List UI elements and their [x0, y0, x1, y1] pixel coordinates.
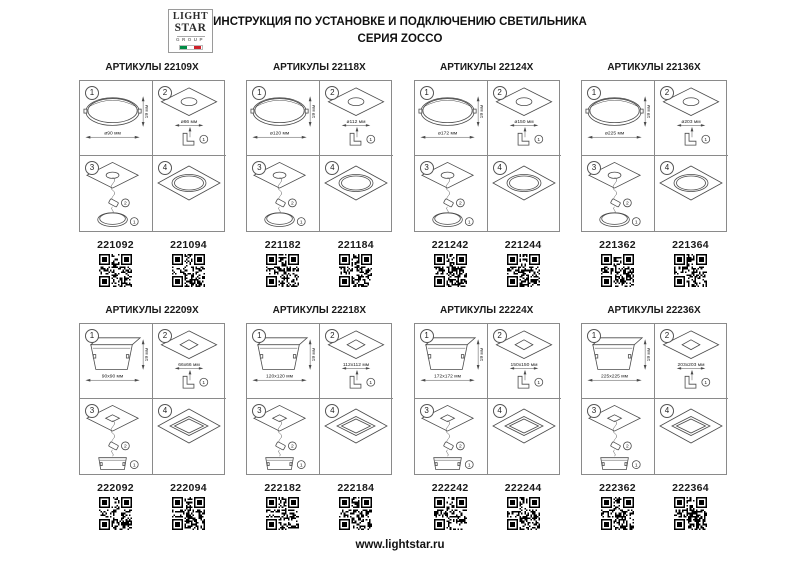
- qr-codes: [581, 254, 727, 287]
- step-cell-dimensions: [247, 324, 320, 399]
- product-code-right: 222094: [170, 482, 207, 494]
- connector-callout-number: 2: [625, 201, 629, 207]
- width-dimension-label: 225x225 мм: [601, 374, 629, 380]
- qr-code-right: [487, 254, 560, 287]
- height-dimension-label: 19 мм: [647, 347, 653, 362]
- qr-codes: [79, 254, 225, 287]
- step-cell-installed: [320, 399, 393, 474]
- qr-code-left: [414, 254, 487, 287]
- product-code-left: 221362: [599, 239, 636, 251]
- cable-connector-icon: [276, 442, 286, 451]
- product-code-right: 222364: [672, 482, 709, 494]
- product-code-right: 221244: [504, 239, 542, 251]
- installation-steps-grid: [246, 323, 392, 475]
- panel-title: АРТИКУЛЫ 22136X: [607, 62, 701, 73]
- width-dimension-label: ø90 мм: [104, 131, 121, 137]
- panel-title: АРТИКУЛЫ 22118X: [272, 62, 366, 73]
- width-dimension-label: 172x172 мм: [433, 374, 461, 380]
- step-number: 1: [420, 86, 434, 100]
- cutting-tool-icon: [183, 376, 194, 388]
- installed-round-fixture-icon: [339, 175, 373, 192]
- connector-callout-number: 2: [291, 444, 295, 450]
- square-fixture-icon: [258, 338, 307, 370]
- panel-title: АРТИКУЛЫ 22218X: [272, 305, 366, 316]
- series-subtitle: СЕРИЯ ZOCCO: [357, 33, 443, 45]
- qr-code-right: [487, 497, 560, 530]
- square-fixture-icon: [601, 458, 629, 470]
- step-number: 2: [493, 329, 507, 343]
- height-dimension-label: 19 мм: [647, 104, 653, 119]
- step-cell-installed: [488, 399, 561, 474]
- round-hole-icon: [683, 98, 699, 106]
- step-cell-installed: [655, 399, 728, 474]
- qr-code-left: [581, 254, 654, 287]
- step-number: 2: [158, 86, 172, 100]
- step-cell-installed: [320, 156, 393, 231]
- cable-connector-icon: [443, 442, 453, 451]
- installation-steps-grid: [79, 80, 225, 232]
- cutting-tool-icon: [183, 133, 194, 145]
- product-code-left: 221092: [97, 239, 134, 251]
- product-code-right: 221364: [672, 239, 709, 251]
- step-number: 1: [587, 329, 601, 343]
- round-fixture-icon: [98, 213, 128, 227]
- round-fixture-icon: [586, 98, 643, 126]
- qr-code-left: [246, 254, 319, 287]
- installation-steps-grid: [581, 80, 727, 232]
- width-dimension-label: 120x120 мм: [266, 374, 294, 380]
- tool-callout-number: 1: [202, 380, 206, 386]
- cutting-tool-icon: [685, 133, 696, 145]
- fixture-callout-number: 1: [300, 463, 303, 469]
- round-fixture-icon: [84, 98, 141, 126]
- qr-code-left: [246, 497, 319, 530]
- step-cell-dimensions: [415, 81, 488, 156]
- step-number: 1: [587, 86, 601, 100]
- step-cell-installed: [153, 156, 226, 231]
- fixture-callout-number: 1: [300, 220, 303, 226]
- fixture-callout-number: 1: [132, 463, 136, 469]
- product-codes: [581, 239, 727, 251]
- panel-title: АРТИКУЛЫ 22124X: [440, 62, 534, 73]
- step-number: 4: [660, 161, 674, 175]
- cable-connector-icon: [108, 442, 118, 451]
- square-fixture-icon: [91, 338, 140, 370]
- step-cell-dimensions: [415, 324, 488, 399]
- step-number: 4: [158, 404, 172, 418]
- cable-connector-icon: [108, 199, 118, 208]
- step-number: 4: [660, 404, 674, 418]
- step-number: 3: [420, 404, 434, 418]
- article-panel: [246, 62, 392, 287]
- cutout-dimension-label: ø66 мм: [180, 119, 198, 125]
- logo-text-star: STAR: [174, 21, 207, 34]
- step-cell-wiring: [582, 156, 655, 231]
- step-cell-wiring: [80, 156, 153, 231]
- step-number: 2: [325, 86, 339, 100]
- qr-codes: [79, 497, 225, 530]
- fixture-callout-number: 1: [467, 463, 471, 469]
- article-panel: [581, 305, 727, 530]
- cutout-dimension-label: ø150 мм: [513, 119, 534, 125]
- cutout-dimension-label: 66x66 мм: [178, 362, 200, 368]
- step-number: 3: [85, 404, 99, 418]
- connector-callout-number: 2: [291, 201, 295, 207]
- article-panel: [79, 305, 225, 530]
- product-code-left: 222242: [431, 482, 469, 494]
- qr-code-left: [79, 497, 152, 530]
- step-cell-dimensions: [80, 324, 153, 399]
- square-fixture-icon: [266, 458, 294, 470]
- qr-code-left: [414, 497, 487, 530]
- connector-callout-number: 2: [123, 201, 127, 207]
- round-hole-icon: [348, 98, 364, 106]
- cutout-dimension-label: 150x150 мм: [510, 362, 538, 368]
- step-cell-cut-hole: [153, 324, 226, 399]
- step-number: 3: [587, 161, 601, 175]
- article-panel: [581, 62, 727, 287]
- step-number: 4: [493, 404, 507, 418]
- qr-codes: [246, 497, 392, 530]
- step-cell-cut-hole: [153, 81, 226, 156]
- cutout-dimension-label: 203x203 мм: [677, 362, 705, 368]
- cable-connector-icon: [443, 199, 453, 208]
- panel-title: АРТИКУЛЫ 22209X: [105, 305, 199, 316]
- step-cell-installed: [153, 399, 226, 474]
- step-number: 3: [85, 161, 99, 175]
- step-number: 2: [660, 86, 674, 100]
- width-dimension-label: ø120 мм: [270, 131, 290, 137]
- qr-code-right: [152, 497, 225, 530]
- step-number: 3: [252, 404, 266, 418]
- article-panel: [79, 62, 225, 287]
- step-number: 4: [325, 404, 339, 418]
- step-number: 2: [493, 86, 507, 100]
- fixture-callout-number: 1: [132, 220, 136, 226]
- height-dimension-label: 19 мм: [312, 104, 318, 119]
- qr-code-right: [319, 497, 392, 530]
- square-fixture-icon: [593, 338, 642, 370]
- cutting-tool-icon: [350, 376, 361, 388]
- qr-codes: [414, 497, 560, 530]
- product-codes: [581, 482, 727, 494]
- product-code-right: 221184: [337, 239, 374, 251]
- height-dimension-label: 19 мм: [312, 347, 318, 362]
- cutout-dimension-label: 112x112 мм: [343, 362, 370, 368]
- product-codes: [246, 239, 392, 251]
- round-hole-icon: [516, 98, 532, 106]
- qr-codes: [581, 497, 727, 530]
- step-cell-wiring: [247, 156, 320, 231]
- qr-codes: [246, 254, 392, 287]
- step-cell-dimensions: [582, 81, 655, 156]
- cutting-tool-icon: [685, 376, 696, 388]
- qr-code-left: [581, 497, 654, 530]
- height-dimension-label: 19 мм: [145, 347, 151, 362]
- height-dimension-label: 19 мм: [145, 104, 151, 119]
- height-dimension-label: 19 мм: [479, 347, 485, 362]
- step-number: 2: [325, 329, 339, 343]
- document-title-block: [0, 10, 800, 48]
- step-number: 1: [252, 86, 266, 100]
- installed-round-fixture-icon: [674, 175, 708, 192]
- step-cell-cut-hole: [488, 324, 561, 399]
- round-fixture-icon: [600, 213, 630, 227]
- installation-steps-grid: [414, 80, 560, 232]
- qr-code-right: [654, 254, 727, 287]
- connector-callout-number: 2: [458, 444, 462, 450]
- round-fixture-icon: [432, 213, 462, 227]
- tool-callout-number: 1: [202, 137, 206, 143]
- step-number: 4: [325, 161, 339, 175]
- installation-steps-grid: [581, 323, 727, 475]
- step-number: 3: [252, 161, 266, 175]
- article-panel: [414, 305, 560, 530]
- qr-codes: [414, 254, 560, 287]
- width-dimension-label: 90x90 мм: [101, 374, 124, 380]
- panel-row-round: [79, 62, 727, 287]
- panel-row-square: [79, 305, 727, 530]
- product-code-right: 222184: [337, 482, 375, 494]
- cutout-dimension-label: ø112 мм: [346, 119, 366, 125]
- installation-steps-grid: [414, 323, 560, 475]
- step-cell-installed: [655, 156, 728, 231]
- step-number: 1: [420, 329, 434, 343]
- fixture-callout-number: 1: [634, 463, 638, 469]
- square-fixture-icon: [433, 458, 461, 470]
- product-code-left: 222362: [599, 482, 636, 494]
- tool-callout-number: 1: [537, 137, 540, 143]
- step-number: 2: [660, 329, 674, 343]
- step-number: 1: [252, 329, 266, 343]
- width-dimension-label: ø172 мм: [437, 131, 457, 137]
- article-panel: [246, 305, 392, 530]
- cutting-tool-icon: [518, 133, 529, 145]
- connector-callout-number: 2: [458, 201, 462, 207]
- installation-steps-grid: [79, 323, 225, 475]
- step-number: 1: [85, 86, 99, 100]
- qr-code-left: [79, 254, 152, 287]
- tool-callout-number: 1: [704, 137, 708, 143]
- product-code-right: 222244: [504, 482, 542, 494]
- qr-code-right: [152, 254, 225, 287]
- step-cell-wiring: [415, 399, 488, 474]
- step-number: 4: [493, 161, 507, 175]
- product-code-left: 222182: [264, 482, 302, 494]
- cutting-tool-icon: [350, 133, 361, 145]
- tool-callout-number: 1: [369, 137, 373, 143]
- round-fixture-icon: [265, 213, 295, 227]
- product-code-left: 221182: [264, 239, 301, 251]
- step-cell-dimensions: [80, 81, 153, 156]
- fixture-callout-number: 1: [634, 220, 638, 226]
- instruction-sheet: [79, 62, 727, 548]
- step-number: 2: [158, 329, 172, 343]
- article-panel: [414, 62, 560, 287]
- connector-callout-number: 2: [625, 444, 629, 450]
- tool-callout-number: 1: [369, 380, 373, 386]
- logo-text-light: LIGHT: [172, 10, 209, 22]
- step-cell-installed: [488, 156, 561, 231]
- step-number: 3: [587, 404, 601, 418]
- step-cell-cut-hole: [320, 324, 393, 399]
- height-dimension-label: 19 мм: [479, 104, 485, 119]
- step-cell-cut-hole: [655, 81, 728, 156]
- fixture-callout-number: 1: [467, 220, 471, 226]
- panel-title: АРТИКУЛЫ 22224X: [440, 305, 534, 316]
- qr-code-right: [654, 497, 727, 530]
- cable-connector-icon: [610, 199, 620, 208]
- qr-code-right: [319, 254, 392, 287]
- tool-callout-number: 1: [704, 380, 708, 386]
- step-cell-wiring: [247, 399, 320, 474]
- installed-round-fixture-icon: [172, 175, 206, 192]
- round-fixture-icon: [251, 98, 308, 126]
- step-cell-dimensions: [247, 81, 320, 156]
- square-fixture-icon: [99, 458, 127, 470]
- logo-text-group: GROUP: [175, 37, 205, 43]
- step-cell-wiring: [415, 156, 488, 231]
- footer-url: www.lightstar.ru: [355, 539, 445, 551]
- step-cell-cut-hole: [488, 81, 561, 156]
- installed-round-fixture-icon: [507, 175, 541, 192]
- step-cell-cut-hole: [655, 324, 728, 399]
- product-codes: [246, 482, 392, 494]
- round-fixture-icon: [419, 98, 476, 126]
- product-codes: [414, 239, 560, 251]
- panel-title: АРТИКУЛЫ 22109X: [105, 62, 199, 73]
- product-code-left: 221242: [431, 239, 469, 251]
- step-number: 3: [420, 161, 434, 175]
- product-codes: [79, 239, 225, 251]
- installation-steps-grid: [246, 80, 392, 232]
- product-codes: [414, 482, 560, 494]
- square-fixture-icon: [426, 338, 475, 370]
- product-code-right: 221094: [170, 239, 207, 251]
- panel-title: АРТИКУЛЫ 22236X: [607, 305, 701, 316]
- step-number: 1: [85, 329, 99, 343]
- tool-callout-number: 1: [537, 380, 540, 386]
- step-number: 4: [158, 161, 172, 175]
- step-cell-wiring: [80, 399, 153, 474]
- width-dimension-label: ø225 мм: [604, 131, 625, 137]
- connector-callout-number: 2: [123, 444, 127, 450]
- page-header: [0, 0, 800, 60]
- cutting-tool-icon: [518, 376, 529, 388]
- product-code-left: 222092: [97, 482, 134, 494]
- cutout-dimension-label: ø203 мм: [681, 119, 701, 125]
- step-cell-wiring: [582, 399, 655, 474]
- cable-connector-icon: [610, 442, 620, 451]
- step-cell-cut-hole: [320, 81, 393, 156]
- round-hole-icon: [181, 98, 197, 106]
- page-title: ИНСТРУКЦИЯ ПО УСТАНОВКЕ И ПОДКЛЮЧЕНИЮ СВЕТИЛЬНИКА: [213, 16, 587, 28]
- step-cell-dimensions: [582, 324, 655, 399]
- product-codes: [79, 482, 225, 494]
- cable-connector-icon: [276, 199, 286, 208]
